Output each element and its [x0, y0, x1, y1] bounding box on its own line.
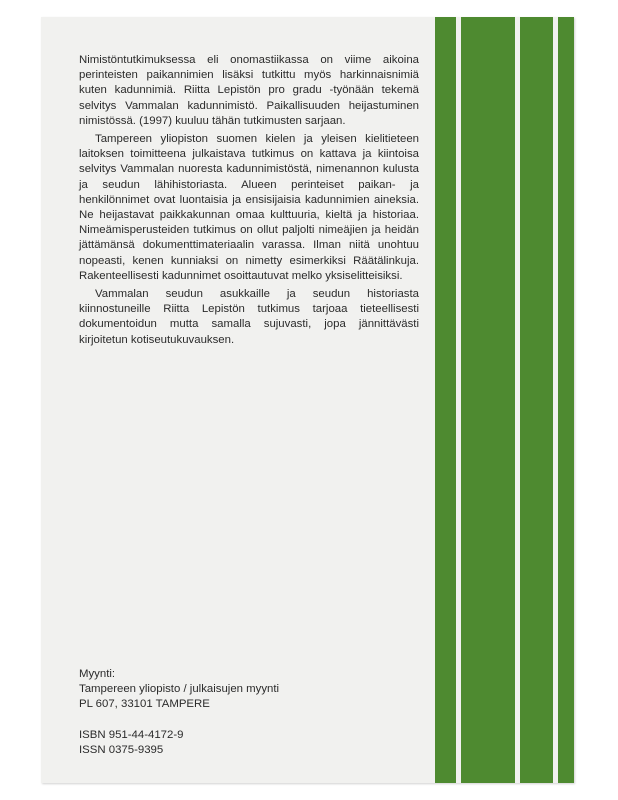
isbn-number: ISBN 951-44-4172-9 [79, 729, 184, 741]
description-paragraph: Nimistöntutkimuksessa eli onomastiikassa on viime aikoina perinteisten paikannimien lisäksi tutkittu myös harkinnaisnimiä kuten kadunnimiä. Riitta Lepistön pro gradu -työnään tekemä selvitys Vammalan kadunnimistö. Paikallisuuden heijastuminen nimistössä. (1997) kuuluu tähän tutkimusten sarjaan. [79, 54, 419, 127]
sales-info [79, 667, 279, 713]
description-paragraph: Vammalan seudun asukkaille ja seudun historiasta kiinnostuneille Riitta Lepistön tutkimus tarjoaa tieteellisesti dokumentoidun mutta samalla sujuvasti, jopa jännittävästi kirjoitetun kotiseutukuvauksen. [79, 288, 419, 346]
sales-address: PL 607, 33101 TAMPERE [79, 698, 210, 711]
book-back-cover [41, 17, 574, 783]
green-stripe [461, 17, 515, 783]
sales-label: Myynti: [79, 668, 116, 680]
green-stripe [558, 17, 574, 783]
sales-publisher: Tampereen yliopisto / julkaisujen myynti [79, 683, 280, 696]
description-text [79, 53, 419, 351]
issn-number: ISSN 0375-9395 [79, 744, 164, 757]
description-paragraph: Tampereen yliopiston suomen kielen ja yleisen kielitieteen laitoksen toimitteena julkaistava tutkimus on kattava ja kiintoisa selvitys Vammalan nuoresta kadunnimistöstä, nimenannon kulusta ja seudun lähihistoriasta. Alueen perinteiset paikan- ja henkilönnimet ovat luontaisia ja ensisijaisia kadunnimien aineksia. Ne heijastavat paikkakunnan omaa kulttuuria, kieltä ja historiaa. Nimeämisperusteiden tutkimus on ollut paljolti nimeäjien ja heidän jättämänsä dokumenttimateriaalin varassa. Ilman niitä unohtuu nopeasti, kenen kunniaksi on nimetty esimerkiksi Räätälinkuja. Rakenteellisesti kadunnimet osoittautuvat melko yksiselitteisiksi. [79, 133, 419, 282]
green-stripe [520, 17, 553, 783]
publication-identifiers [79, 728, 183, 758]
green-stripe [435, 17, 456, 783]
